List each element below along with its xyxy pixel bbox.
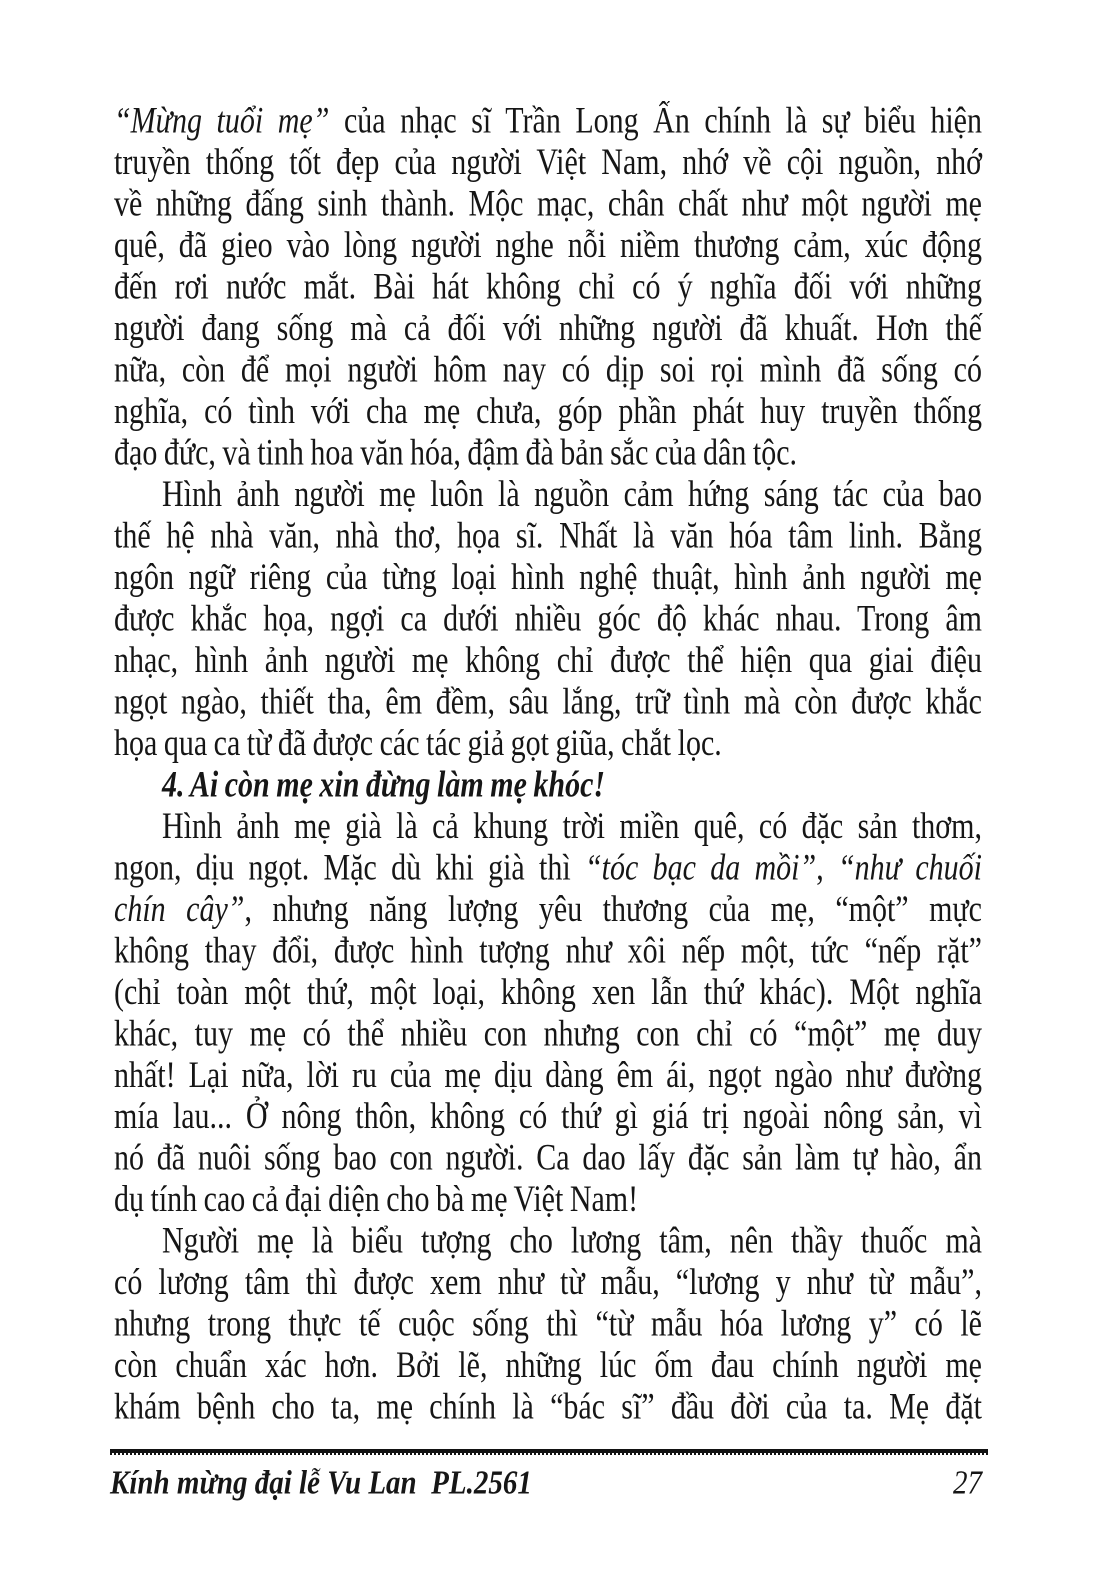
text-line xyxy=(114,142,982,183)
page-body xyxy=(114,101,982,1428)
text-line xyxy=(114,516,982,557)
text-run: về những đấng sinh thành. Mộc mạc, chân chất như một người mẹ xyxy=(114,183,982,225)
text-run: họa qua ca từ đã được các tác giả gọt giũa, chắt lọc. xyxy=(114,723,722,764)
text-line xyxy=(114,1055,982,1096)
paragraph xyxy=(114,806,982,1221)
section-heading xyxy=(114,765,982,806)
text-line xyxy=(114,184,982,225)
text-run: còn chuẩn xác hơn. Bởi lẽ, những lúc ốm đau chính người mẹ xyxy=(114,1345,982,1386)
text-line xyxy=(114,391,982,432)
text-line xyxy=(114,765,982,806)
paragraph xyxy=(114,101,982,474)
text-line xyxy=(114,433,982,474)
text-run: nhưng trong thực tế cuộc sống thì “từ mẫu hóa lương y” có lẽ xyxy=(114,1303,982,1345)
text-run: có lương tâm thì được xem như từ mẫu, “lương y như từ mẫu”, xyxy=(114,1262,982,1303)
text-run: khám bệnh cho ta, mẹ chính là “bác sĩ” đầu đời của ta. Mẹ đặt xyxy=(114,1386,982,1428)
text-line xyxy=(114,1387,982,1428)
text-line xyxy=(114,1097,982,1138)
text-run: nữa, còn để mọi người hôm nay có dịp soi rọi mình đã sống có xyxy=(114,349,982,391)
text-line xyxy=(114,1304,982,1345)
text-run: ngọt ngào, thiết tha, êm đềm, sâu lắng, trữ tình mà còn được khắc xyxy=(114,681,982,722)
text-line xyxy=(114,557,982,598)
text-run: của nhạc sĩ Trần Long Ẩn chính là sự biểu hiện xyxy=(329,101,982,142)
text-run: , xyxy=(816,847,838,888)
text-run: Hình ảnh người mẹ luôn là nguồn cảm hứng sáng tác của bao xyxy=(162,474,982,515)
text-line xyxy=(114,1138,982,1179)
text-run: Hình ảnh mẹ già là cả khung trời miền quê, có đặc sản thơm, xyxy=(162,806,982,847)
text-line xyxy=(114,1014,982,1055)
bold-italic-text-run: 4. Ai còn mẹ xin đừng làm mẹ khóc! xyxy=(162,764,606,805)
footer-separator-rule xyxy=(110,1449,988,1455)
text-line xyxy=(114,640,982,681)
text-line xyxy=(114,225,982,266)
text-run: đến rơi nước mắt. Bài hát không chỉ có ý nghĩa đối với những xyxy=(114,266,982,308)
text-run: nhạc, hình ảnh người mẹ không chỉ được thể hiện qua giai điệu xyxy=(114,640,982,681)
text-line xyxy=(114,931,982,972)
text-run: thế hệ nhà văn, nhà thơ, họa sĩ. Nhất là văn hóa tâm linh. Bằng xyxy=(114,515,982,557)
text-run: truyền thống tốt đẹp của người Việt Nam, nhớ về cội nguồn, nhớ xyxy=(114,142,982,183)
page-number: 27 xyxy=(953,1464,982,1502)
text-run: nó đã nuôi sống bao con người. Ca dao lấy đặc sản làm tự hào, ẩn xyxy=(114,1138,982,1179)
text-run: ngôn ngữ riêng của từng loại hình nghệ thuật, hình ảnh người mẹ xyxy=(114,557,982,598)
text-run: mía lau... Ở nông thôn, không có thứ gì giá trị ngoài nông sản, vì xyxy=(114,1096,982,1137)
text-line xyxy=(114,599,982,640)
italic-text-run: “Mừng tuổi mẹ” xyxy=(114,101,330,142)
italic-text-run: chín cây” xyxy=(114,889,245,930)
text-run: nghĩa, có tình với cha mẹ chưa, góp phần phát huy truyền thống xyxy=(114,391,982,432)
text-line xyxy=(114,101,982,142)
text-run: đạo đức, và tinh hoa văn hóa, đậm đà bản sắc của dân tộc. xyxy=(114,432,798,474)
text-run: , nhưng năng lượng yêu thương của mẹ, “một” mực xyxy=(244,889,983,930)
text-run: được khắc họa, ngợi ca dưới nhiều góc độ khác nhau. Trong âm xyxy=(114,598,982,640)
text-line xyxy=(114,1179,982,1220)
text-run: (chỉ toàn một thứ, một loại, không xen lẫn thứ khác). Một nghĩa xyxy=(114,972,982,1013)
text-line xyxy=(114,474,982,515)
text-line xyxy=(114,1262,982,1303)
paragraph xyxy=(114,474,982,764)
footer-row xyxy=(110,1464,988,1503)
text-run: khác, tuy mẹ có thể nhiều con nhưng con chỉ có “một” mẹ duy xyxy=(114,1013,982,1054)
text-line xyxy=(114,806,982,847)
italic-text-run: “tóc bạc da mồi” xyxy=(584,847,817,888)
text-line xyxy=(114,1345,982,1386)
italic-text-run: “như chuối xyxy=(838,847,982,888)
text-run: không thay đổi, được hình tượng như xôi nếp một, tức “nếp rặt” xyxy=(114,930,982,971)
footer-running-title: Kính mừng đại lễ Vu Lan PL.2561 xyxy=(110,1464,532,1502)
text-line xyxy=(114,972,982,1013)
text-line xyxy=(114,889,982,930)
text-line xyxy=(114,682,982,723)
text-line xyxy=(114,723,982,764)
text-run: dụ tính cao cả đại diện cho bà mẹ Việt Nam! xyxy=(114,1179,639,1220)
text-line xyxy=(114,308,982,349)
text-line xyxy=(114,1221,982,1262)
text-run: ngon, dịu ngọt. Mặc dù khi già thì xyxy=(114,847,585,888)
text-run: nhất! Lại nữa, lời ru của mẹ dịu dàng êm ái, ngọt ngào như đường xyxy=(114,1055,982,1096)
text-line xyxy=(114,267,982,308)
text-run: Người mẹ là biểu tượng cho lương tâm, nên thầy thuốc mà xyxy=(162,1220,982,1262)
text-run: người đang sống mà cả đối với những người đã khuất. Hơn thế xyxy=(114,308,982,349)
paragraph xyxy=(114,1221,982,1428)
text-line xyxy=(114,848,982,889)
text-line xyxy=(114,350,982,391)
page-footer xyxy=(110,1449,988,1502)
text-run: quê, đã gieo vào lòng người nghe nỗi niềm thương cảm, xúc động xyxy=(114,225,982,266)
